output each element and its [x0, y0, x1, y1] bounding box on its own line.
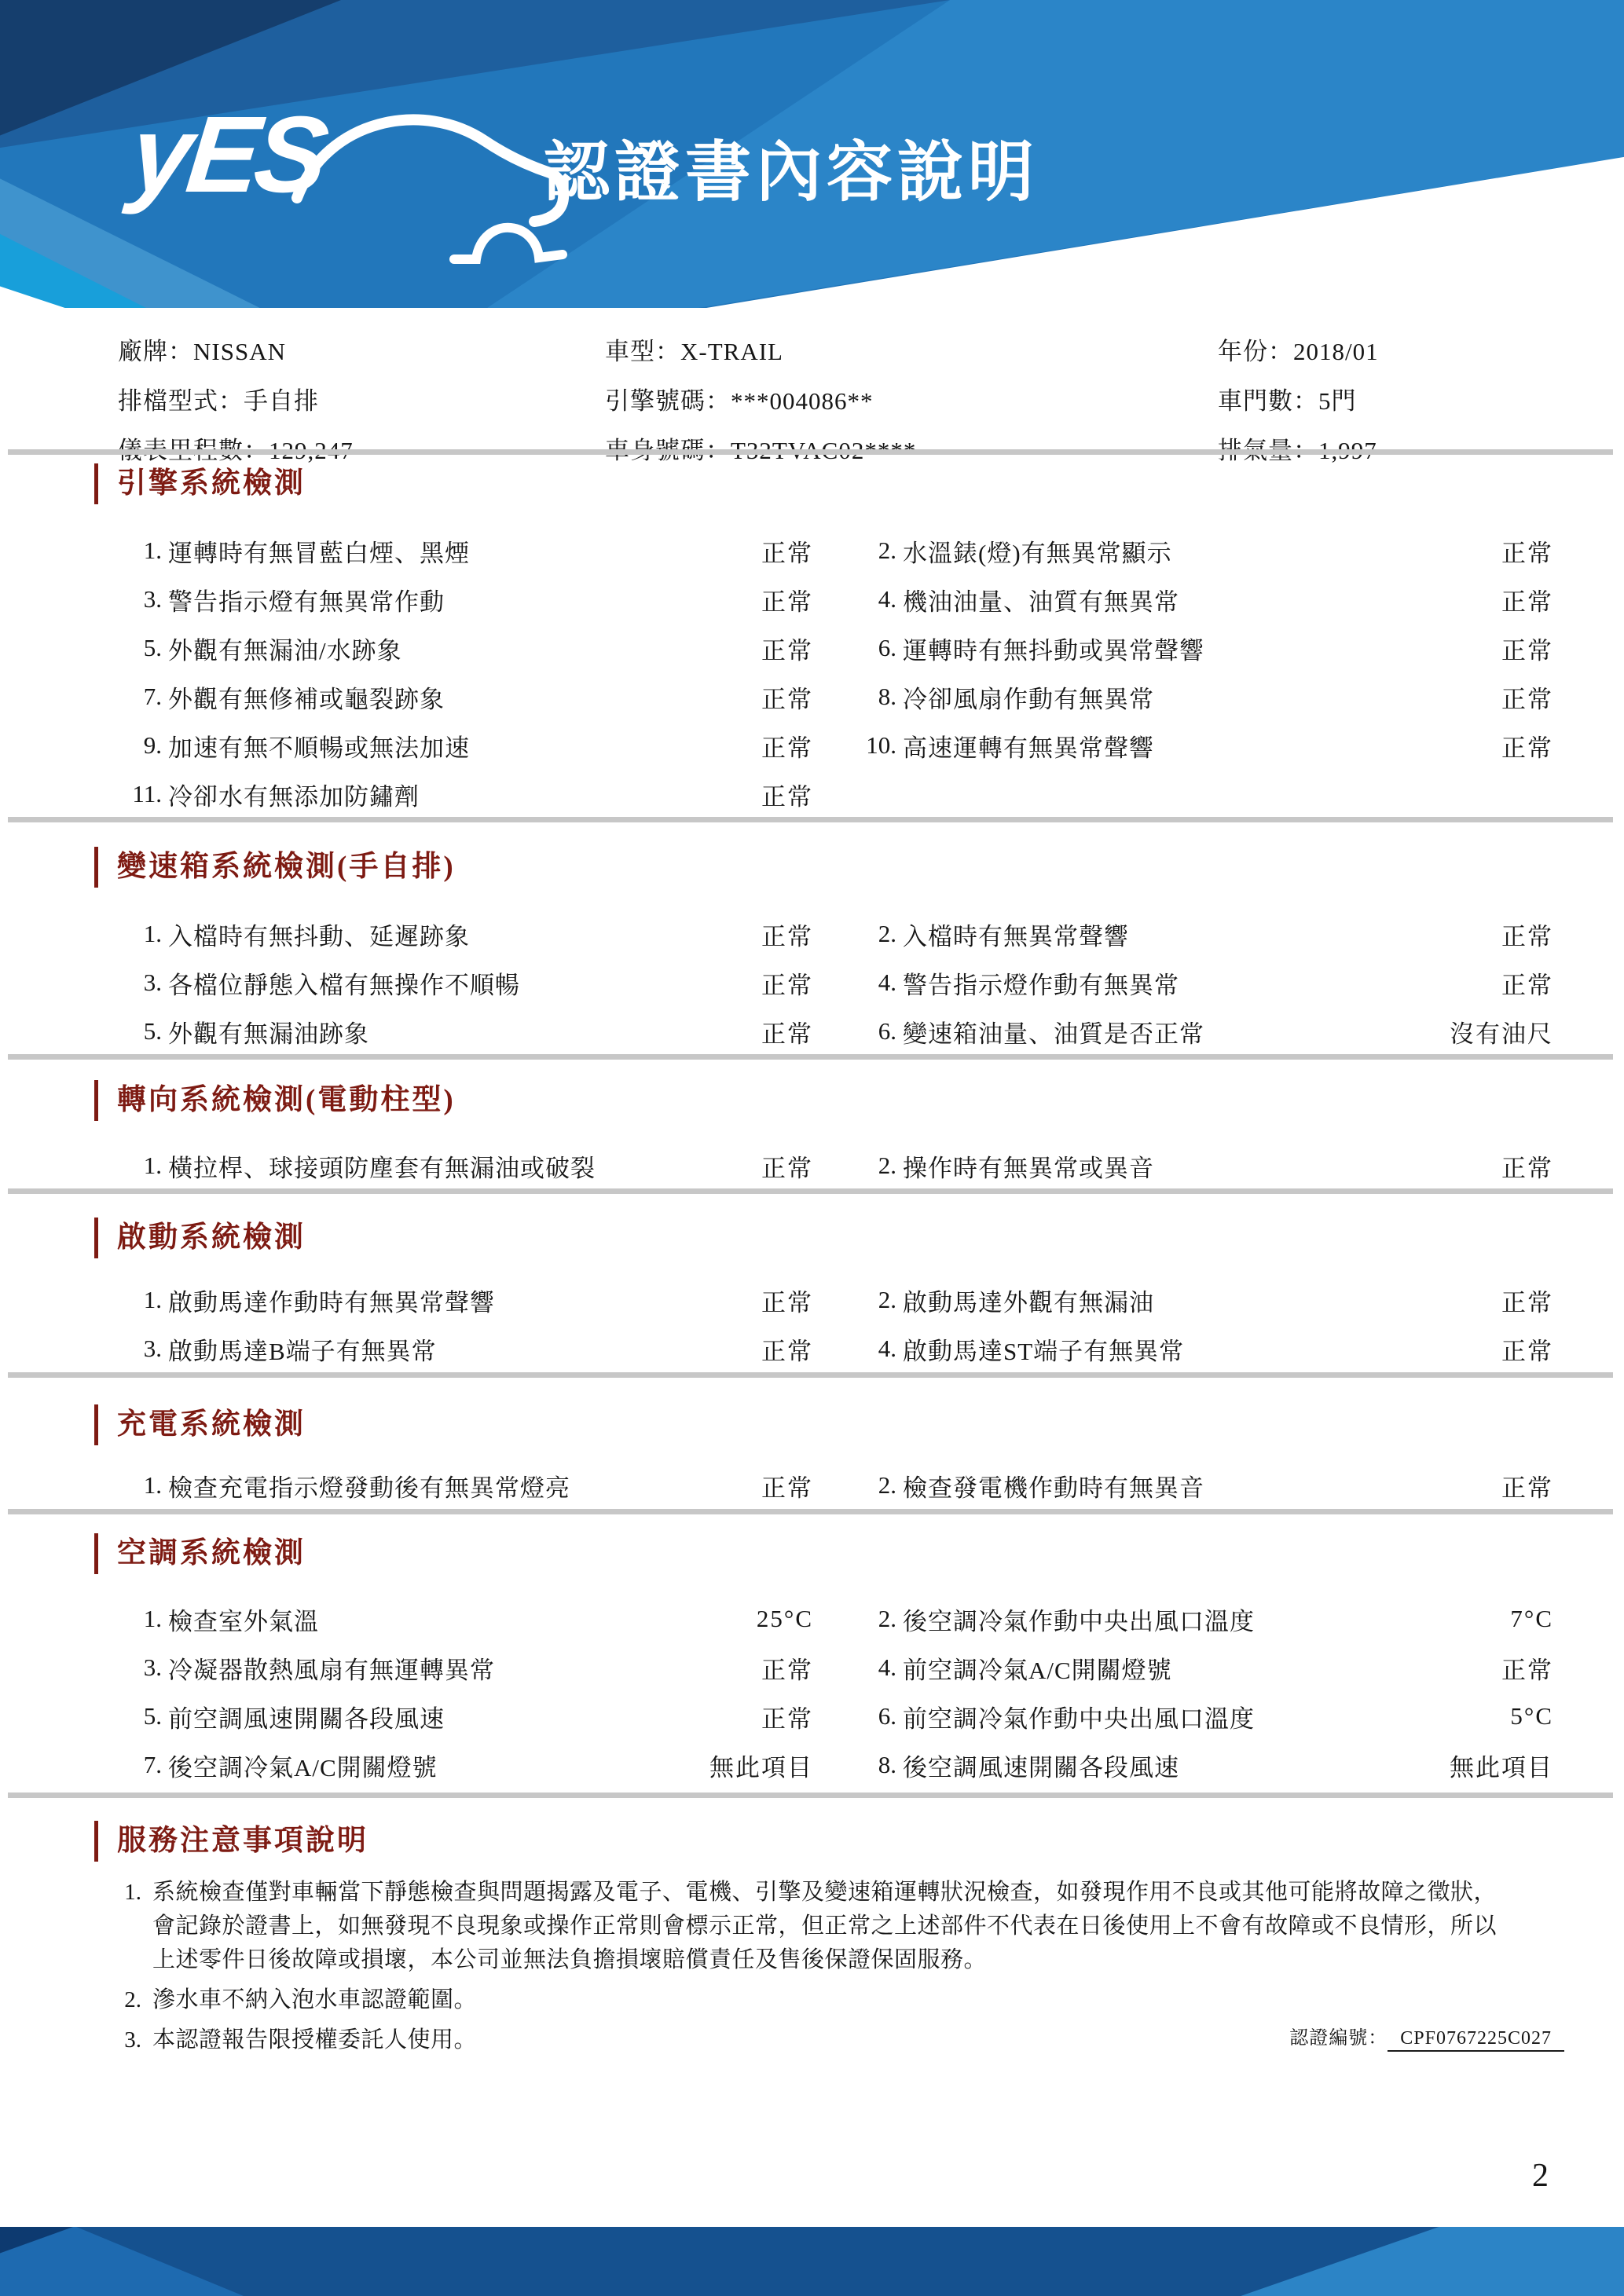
- item-number: 3.: [143, 969, 162, 996]
- info-value: NISSAN: [193, 338, 286, 365]
- item-number: 11.: [132, 780, 162, 807]
- item-result: 正常: [761, 971, 813, 999]
- section-rows: [0, 1595, 1624, 1789]
- yes-logo-text: yES: [125, 94, 329, 215]
- item-result: 正常: [761, 539, 813, 567]
- item-label: 橫拉桿、球接頭防塵套有無漏油或破裂: [168, 1154, 596, 1182]
- inspection-row: [0, 1276, 1624, 1324]
- item-number: 3.: [143, 1335, 162, 1362]
- item-label: 後空調冷氣A/C開關燈號: [168, 1753, 438, 1782]
- section-3: [0, 1080, 1624, 1190]
- info-value: ***004086**: [731, 387, 874, 415]
- section-5: [0, 1404, 1624, 1510]
- item-number: 6.: [878, 1702, 896, 1730]
- section-rows: [0, 1276, 1624, 1373]
- item-number: 10.: [866, 731, 896, 759]
- info-label: 車型：: [605, 338, 680, 365]
- page-title: 認證書內容說明: [544, 135, 1039, 209]
- inspection-row: [0, 1741, 1624, 1789]
- item-result: 正常: [1501, 971, 1553, 999]
- info-label: 車門數：: [1218, 387, 1318, 415]
- item-label: 後空調冷氣作動中央出風口溫度: [903, 1607, 1255, 1635]
- info-doors: [1218, 376, 1545, 426]
- item-label: 加速有無不順暢或無法加速: [168, 734, 470, 762]
- section-rows: [0, 1461, 1624, 1510]
- item-number: 2.: [878, 1605, 896, 1632]
- item-number: 6.: [878, 634, 896, 661]
- item-result: 正常: [761, 1656, 813, 1684]
- inspection-row: [0, 1595, 1624, 1643]
- info-value: 2018/01: [1293, 338, 1379, 365]
- item-number: 6.: [878, 1017, 896, 1045]
- item-number: 1.: [143, 1605, 162, 1632]
- info-label: 引擎號碼：: [605, 387, 731, 415]
- inspection-item: [118, 965, 813, 1001]
- item-result: 正常: [761, 685, 813, 713]
- inspection-item: [118, 777, 813, 812]
- certificate-label: 認證編號：: [1289, 2028, 1388, 2049]
- note-number: 3.: [124, 2027, 141, 2052]
- inspection-item: [852, 1468, 1553, 1503]
- item-result: 正常: [761, 782, 813, 811]
- section-2: [0, 847, 1624, 1056]
- inspection-row: [0, 1643, 1624, 1692]
- item-result: 正常: [1501, 734, 1553, 762]
- car-outline-icon: [248, 71, 578, 283]
- item-label: 前空調冷氣A/C開關燈號: [903, 1656, 1172, 1684]
- divider: [8, 1792, 1613, 1798]
- note-text: 滲水車不納入泡水車認證範圍。: [152, 1987, 478, 2012]
- inspection-row: [0, 958, 1624, 1007]
- inspection-item: [118, 631, 813, 666]
- item-label: 檢查充電指示燈發動後有無異常燈亮: [168, 1474, 570, 1502]
- item-number: 2.: [878, 920, 896, 947]
- item-label: 入檔時有無異常聲響: [903, 922, 1129, 950]
- item-number: 4.: [878, 1335, 896, 1362]
- inspection-item: [852, 1283, 1553, 1318]
- divider: [8, 1509, 1613, 1514]
- item-result: 正常: [761, 1154, 813, 1182]
- footer-band: [0, 2227, 1624, 2296]
- note-number: 1.: [124, 1880, 141, 1905]
- inspection-item: [852, 1014, 1553, 1049]
- item-label: 運轉時有無冒藍白煙、黑煙: [168, 539, 470, 567]
- item-result: 25°C: [756, 1605, 813, 1632]
- divider: [8, 1372, 1613, 1378]
- info-value: 手自排: [244, 387, 319, 415]
- inspection-item: [852, 1602, 1553, 1637]
- info-model: [605, 327, 1218, 376]
- item-number: 5.: [143, 1017, 162, 1045]
- item-number: 1.: [143, 1152, 162, 1179]
- inspection-row: [0, 575, 1624, 624]
- section-title: 轉向系統檢測(電動柱型): [94, 1080, 456, 1121]
- item-number: 2.: [878, 1152, 896, 1179]
- item-result: 無此項目: [1450, 1753, 1553, 1782]
- item-number: 4.: [878, 585, 896, 613]
- info-label: 廠牌：: [118, 338, 193, 365]
- inspection-item: [118, 1748, 813, 1783]
- item-result: 正常: [761, 1337, 813, 1365]
- info-brand: [118, 327, 605, 376]
- item-label: 警告指示燈作動有無異常: [903, 971, 1179, 999]
- item-result: 正常: [761, 1288, 813, 1316]
- inspection-item: [118, 1602, 813, 1637]
- item-label: 外觀有無漏油跡象: [168, 1020, 369, 1048]
- inspection-item: [118, 728, 813, 764]
- item-label: 前空調風速開關各段風速: [168, 1705, 445, 1733]
- item-number: 4.: [878, 969, 896, 996]
- item-label: 前空調冷氣作動中央出風口溫度: [903, 1705, 1255, 1733]
- item-number: 8.: [878, 683, 896, 710]
- item-number: 2.: [878, 536, 896, 564]
- section-title: 充電系統檢測: [94, 1404, 306, 1445]
- inspection-row: [0, 526, 1624, 575]
- inspection-row: [0, 1461, 1624, 1510]
- section-6: [0, 1533, 1624, 1789]
- item-label: 運轉時有無抖動或異常聲響: [903, 636, 1204, 665]
- item-number: 3.: [143, 1653, 162, 1681]
- item-result: 正常: [761, 1474, 813, 1502]
- inspection-item: [118, 582, 813, 617]
- inspection-item: [118, 1650, 813, 1686]
- item-label: 後空調風速開關各段風速: [903, 1753, 1179, 1782]
- item-result: 正常: [1501, 588, 1553, 616]
- item-label: 操作時有無異常或異音: [903, 1154, 1154, 1182]
- item-result: 正常: [761, 734, 813, 762]
- item-number: 3.: [143, 585, 162, 613]
- inspection-row: [0, 910, 1624, 958]
- item-number: 1.: [143, 1471, 162, 1499]
- item-result: 沒有油尺: [1450, 1020, 1553, 1048]
- item-number: 8.: [878, 1751, 896, 1778]
- section-title: 空調系統檢測: [94, 1533, 306, 1574]
- item-result: 正常: [761, 1020, 813, 1048]
- inspection-item: [118, 1283, 813, 1318]
- inspection-item: [852, 1650, 1553, 1686]
- section-title: 引擎系統檢測: [94, 463, 306, 504]
- inspection-item: [852, 631, 1553, 666]
- inspection-item: [852, 965, 1553, 1001]
- inspection-row: [0, 721, 1624, 770]
- note-text: 本認證報告限授權委託人使用。: [152, 2027, 478, 2052]
- info-value: 5門: [1318, 387, 1357, 415]
- item-label: 變速箱油量、油質是否正常: [903, 1020, 1204, 1048]
- item-result: 正常: [761, 588, 813, 616]
- info-label: 年份：: [1218, 338, 1293, 365]
- item-result: 正常: [1501, 922, 1553, 950]
- item-label: 檢查室外氣溫: [168, 1607, 319, 1635]
- footer-shape-light-right: [0, 2227, 1624, 2296]
- item-label: 檢查發電機作動時有無異音: [903, 1474, 1204, 1502]
- inspection-row: [0, 770, 1624, 818]
- item-result: 正常: [1501, 636, 1553, 665]
- item-result: 正常: [1501, 685, 1553, 713]
- item-number: 4.: [878, 1653, 896, 1681]
- inspection-item: [852, 1148, 1553, 1184]
- item-label: 各檔位靜態入檔有無操作不順暢: [168, 971, 520, 999]
- yes-logo: [125, 91, 572, 272]
- section-title: 變速箱系統檢測(手自排): [94, 847, 456, 888]
- inspection-item: [852, 679, 1553, 715]
- note-text: 系統檢查僅對車輛當下靜態檢查與問題揭露及電子、電機、引擎及變速箱運轉狀況檢查，如發現作用不良或其他可能將故障之徵狀，會記錄於證書上，如無發現不良現象或操作正常則會標示正常，但正常之上述部件不代表在日後使用上不會有故障或不良情形，所以上述零件日後故障或損壞，本公司並無法負擔損壞賠償責任及售後保證保固服務。: [152, 1880, 1498, 1972]
- inspection-row: [0, 672, 1624, 721]
- inspection-row: [0, 1692, 1624, 1741]
- inspection-item: [118, 1148, 813, 1184]
- item-result: 正常: [1501, 539, 1553, 567]
- section-1: [0, 463, 1624, 818]
- section-title: 服務注意事項說明: [94, 1821, 368, 1862]
- info-year: [1218, 327, 1545, 376]
- info-gearbox-type: [118, 376, 605, 426]
- header-banner: [0, 0, 1624, 308]
- inspection-row: [0, 1007, 1624, 1056]
- inspection-row: [0, 1324, 1624, 1373]
- item-label: 入檔時有無抖動、延遲跡象: [168, 922, 470, 950]
- section-4: [0, 1218, 1624, 1373]
- item-number: 7.: [143, 683, 162, 710]
- item-result: 正常: [761, 922, 813, 950]
- item-result: 正常: [1501, 1656, 1553, 1684]
- item-result: 7°C: [1510, 1605, 1553, 1632]
- item-number: 1.: [143, 920, 162, 947]
- page-number: 2: [1532, 2158, 1549, 2194]
- item-number: 5.: [143, 1702, 162, 1730]
- inspection-item: [852, 917, 1553, 952]
- item-result: 正常: [761, 1705, 813, 1733]
- item-label: 啟動馬達作動時有無異常聲響: [168, 1288, 495, 1316]
- inspection-item: [118, 917, 813, 952]
- item-number: 2.: [878, 1471, 896, 1499]
- inspection-item: [118, 533, 813, 569]
- item-label: 外觀有無漏油/水跡象: [168, 636, 402, 665]
- section-rows: [0, 526, 1624, 818]
- item-label: 啟動馬達B端子有無異常: [168, 1337, 437, 1365]
- info-label: 排檔型式：: [118, 387, 244, 415]
- item-number: 1.: [143, 536, 162, 564]
- info-engine-no: [605, 376, 1218, 426]
- inspection-item: [118, 1331, 813, 1367]
- item-result: 5°C: [1510, 1702, 1553, 1730]
- note-number: 2.: [124, 1987, 141, 2012]
- item-label: 啟動馬達ST端子有無異常: [903, 1337, 1185, 1365]
- item-result: 正常: [761, 636, 813, 665]
- item-result: 正常: [1501, 1474, 1553, 1502]
- section-rows: [0, 1141, 1624, 1190]
- section-rows: [0, 910, 1624, 1056]
- item-number: 5.: [143, 634, 162, 661]
- item-number: 9.: [143, 731, 162, 759]
- item-number: 2.: [878, 1286, 896, 1313]
- note-item: [86, 1876, 1514, 1977]
- item-label: 外觀有無修補或龜裂跡象: [168, 685, 445, 713]
- item-label: 高速運轉有無異常聲響: [903, 734, 1154, 762]
- inspection-item: [852, 582, 1553, 617]
- item-number: 1.: [143, 1286, 162, 1313]
- item-label: 水溫錶(燈)有無異常顯示: [903, 539, 1172, 567]
- inspection-row: [0, 1141, 1624, 1190]
- item-result: 無此項目: [709, 1753, 813, 1782]
- inspection-item: [118, 1699, 813, 1734]
- certificate-number: [1289, 2022, 1564, 2049]
- inspection-item: [852, 1699, 1553, 1734]
- item-label: 冷卻水有無添加防鏽劑: [168, 782, 420, 811]
- item-label: 冷卻風扇作動有無異常: [903, 685, 1154, 713]
- inspection-item: [852, 1748, 1553, 1783]
- item-label: 機油油量、油質有無異常: [903, 588, 1179, 616]
- divider: [8, 449, 1613, 455]
- inspection-item: [852, 533, 1553, 569]
- item-label: 警告指示燈有無異常作動: [168, 588, 445, 616]
- certificate-value: CPF0767225C027: [1388, 2028, 1564, 2052]
- inspection-item: [118, 1468, 813, 1503]
- item-result: 正常: [1501, 1288, 1553, 1316]
- note-item: [86, 1983, 1514, 2017]
- item-result: 正常: [1501, 1337, 1553, 1365]
- inspection-item: [852, 1331, 1553, 1367]
- inspection-item: [118, 1014, 813, 1049]
- item-label: 啟動馬達外觀有無漏油: [903, 1288, 1154, 1316]
- info-value: X-TRAIL: [680, 338, 783, 365]
- inspection-item: [118, 679, 813, 715]
- item-label: 冷凝器散熱風扇有無運轉異常: [168, 1656, 495, 1684]
- item-number: 7.: [143, 1751, 162, 1778]
- inspection-item: [852, 728, 1553, 764]
- inspection-row: [0, 624, 1624, 672]
- item-result: 正常: [1501, 1154, 1553, 1182]
- section-title: 啟動系統檢測: [94, 1218, 306, 1258]
